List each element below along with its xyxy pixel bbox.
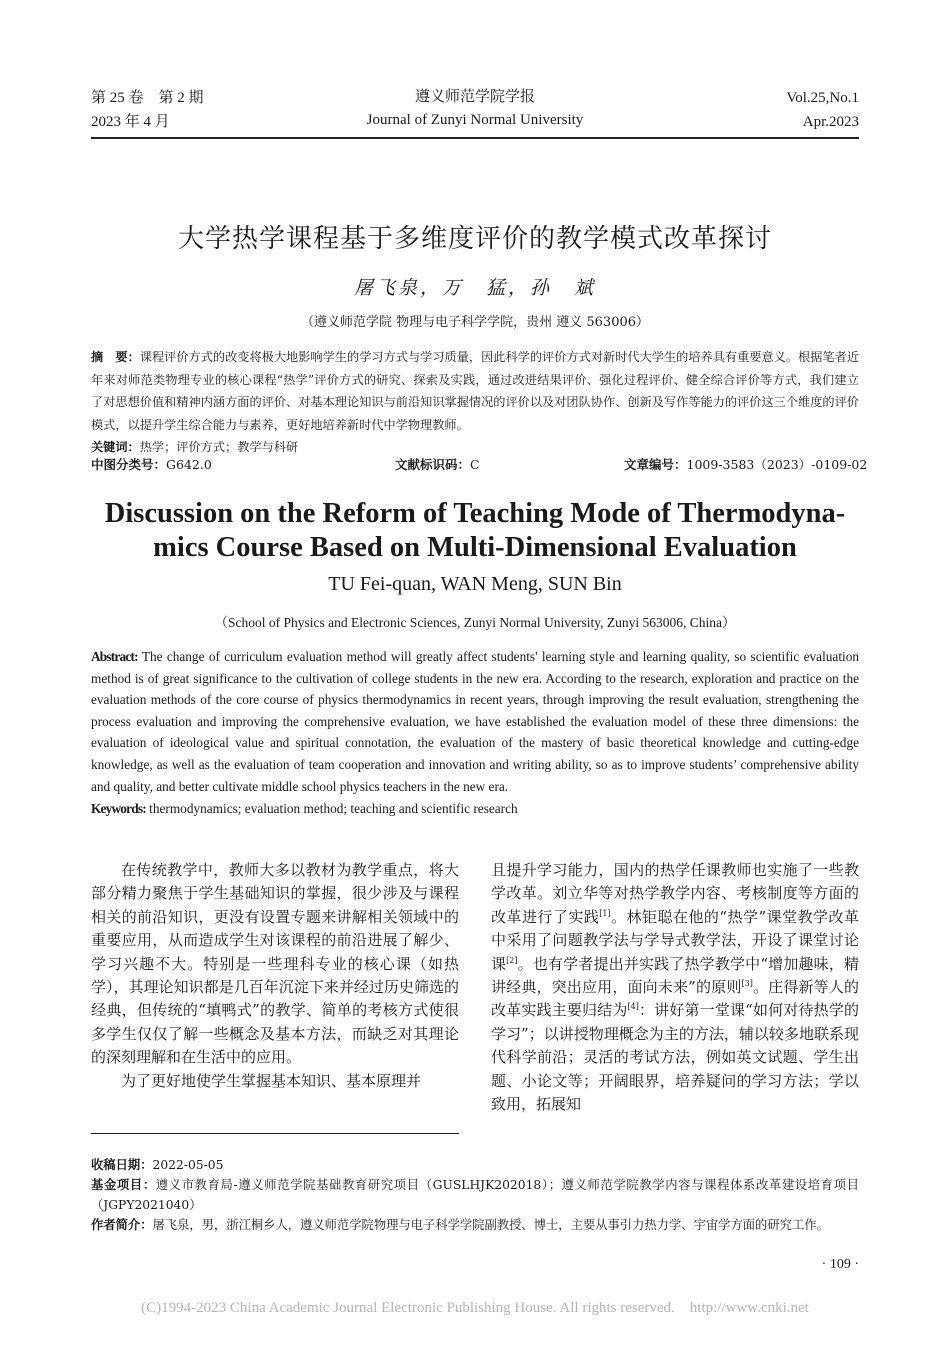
title-en-line2: mics Course Based on Multi-Dimensional Evaluation (153, 532, 797, 563)
copyright-watermark: (C)1994-2023 China Academic Journal Electronic Publishing House. All rights reserved. http://www.cnki.net (141, 1300, 809, 1316)
footnotes (91, 1155, 859, 1235)
title-en (91, 497, 859, 565)
title-zh: 大学热学课程基于多维度评价的教学模式改革探讨 (177, 224, 772, 254)
body-paragraph: 且提升学习能力，国内的热学任课教师也实施了一些教学改革。刘立华等对热学教学内容、考核制度等方面的改革进行了实践[1]。林钜聪在他的“热学”课堂教学改革中采用了问题教学法与学导式教学法，开设了课堂讨论课[2]。也有学者提出并实践了热学教学中“增加趣味，精讲经典，突出应用，面向未来”的原则[3]。庄得新等人的改革实践主要归结为[4]：讲好第一堂课“如何对待热学的学习”；以讲授物理概念为主的方法，辅以较多地联系现代科学前沿；灵活的考试方法，例如英文试题、学生出题、小论文等；开阔眼界，培养疑问的学习方法；学以致用，拓展知 (491, 861, 859, 1114)
title-en-line1: Discussion on the Reform of Teaching Mode of Thermodyna- (104, 498, 846, 529)
received-date: 收稿日期：2022-05-05 (91, 1158, 224, 1172)
abstract-en-text: The change of curriculum evaluation method will greatly affect students' learning style and learning quality, so scientific evaluation method is of great significance to the cultivation of college students in the new era. According to the research, exploration and practice on the evaluation methods of the core course of physics thermodynamics in recent years, through improving the result evaluation, strengthening the process evaluation and improving the comprehensive evaluation, we have established the evaluation model of these three dimensions: the evaluation of ideological value and spiritual connotation, the evaluation of the mastery of basic theoretical knowledge and cutting-edge knowledge, as well as the evaluation of team cooperation and innovation and writing ability, so as to improve students’ comprehensive ability and quality, and better cultivate middle school physics teachers in the new era. (91, 649, 859, 794)
header-right (659, 86, 859, 134)
clc-number: 中图分类号：G642.0 (91, 457, 212, 472)
abstract-zh-text: 课程评价方式的改变将极大地影响学生的学习方式与学习质量，因此科学的评价方式对新时代大学生的培养具有重要意义。根据笔者近年来对师范类物理专业的核心课程“热学”评价方式的研究、探索及实践，通过改进结果评价、强化过程评价、健全综合评价等方式，我们建立了对思想价值和精神内涵方面的评价、对基本理论知识与前沿知识掌握情况的评价以及对团队协作、创新及写作等能力的评价这三个维度的评价模式，以提升学生综合能力与素养，更好地培养新时代中学物理教师。 (91, 350, 860, 432)
keywords-zh-text: 热学；评价方式；教学与科研 (139, 440, 299, 454)
author-bio: 作者简介：屠飞泉，男，浙江桐乡人，遵义师范学院物理与电子科学学院副教授、博士，主要从事引力热力学、宇宙学方面的研究工作。 (91, 1218, 829, 1232)
abstract-zh-label: 摘 要： (91, 350, 140, 364)
keywords-zh-label: 关键词： (91, 440, 140, 454)
classification-row (91, 455, 868, 475)
header-rule (91, 137, 859, 139)
keywords-en-text: thermodynamics; evaluation method; teaching and scientific research (145, 801, 518, 816)
body-right-column (491, 859, 859, 1116)
body-left-column (91, 859, 459, 1093)
authors-en: TU Fei-quan, WAN Meng, SUN Bin (328, 573, 622, 595)
abstract-zh (91, 346, 859, 459)
date-en: Apr.2023 (802, 114, 859, 130)
volume-en: Vol.25,No.1 (786, 90, 859, 106)
affiliation-zh: （遵义师范学院 物理与电子科学学院，贵州 遵义 563006） (300, 315, 650, 330)
keywords-en (91, 799, 859, 819)
header-left (91, 86, 204, 134)
document-code: 文献标识码：C (395, 457, 480, 472)
journal-name-en: Journal of Zunyi Normal University (366, 112, 584, 128)
keywords-en-label: Keywords: (91, 801, 146, 816)
citation-2[interactable]: [2] (506, 955, 518, 965)
authors-zh: 屠飞泉，万 猛，孙 斌 (353, 277, 596, 299)
citation-1[interactable]: [1] (599, 908, 611, 918)
header-center (275, 84, 675, 132)
citation-3[interactable]: [3] (741, 979, 753, 989)
abstract-en (91, 646, 859, 797)
citation-4[interactable]: [4] (627, 1002, 639, 1012)
body-paragraph: 在传统教学中，教师大多以教材为教学重点，将大部分精力聚焦于学生基础知识的掌握，很少涉及与课程相关的前沿知识，更没有设置专题来讲解相关领域中的重要应用，从而造成学生对该课程的前沿进展了解少、学习兴趣不大。特别是一些理科专业的核心课（如热学），其理论知识都是几百年沉淀下来并经过历史筛选的经典，但传统的“填鸭式”的教学、简单的考核方式使很多学生仅仅了解一些概念及基本方法，而缺乏对其理论的深刻理解和在生活中的应用。 (91, 861, 459, 1067)
affiliation-en: （School of Physics and Electronic Sciences, Zunyi Normal University, Zunyi 563006, China） (214, 615, 736, 630)
article-number: 文章编号：1009-3583（2023）-0109-02 (624, 457, 868, 472)
abstract-en-label: Abstract: (91, 649, 138, 664)
journal-name-zh: 遵义师范学院学报 (414, 87, 535, 105)
fund-project: 基金项目：遵义市教育局-遵义师范学院基础教育研究项目（GUSLHJK202018）；遵义师范学院教学内容与课程体系改革建设培育项目（JGPY2021040） (91, 1178, 859, 1212)
date-zh: 2023 年 4 月 (91, 114, 170, 130)
page-number: · 109 · (821, 1257, 859, 1272)
footnote-rule (91, 1133, 459, 1134)
volume-zh: 第 25 卷 第 2 期 (91, 90, 204, 106)
body-paragraph: 为了更好地使学生掌握基本知识、基本原理并 (121, 1071, 422, 1090)
